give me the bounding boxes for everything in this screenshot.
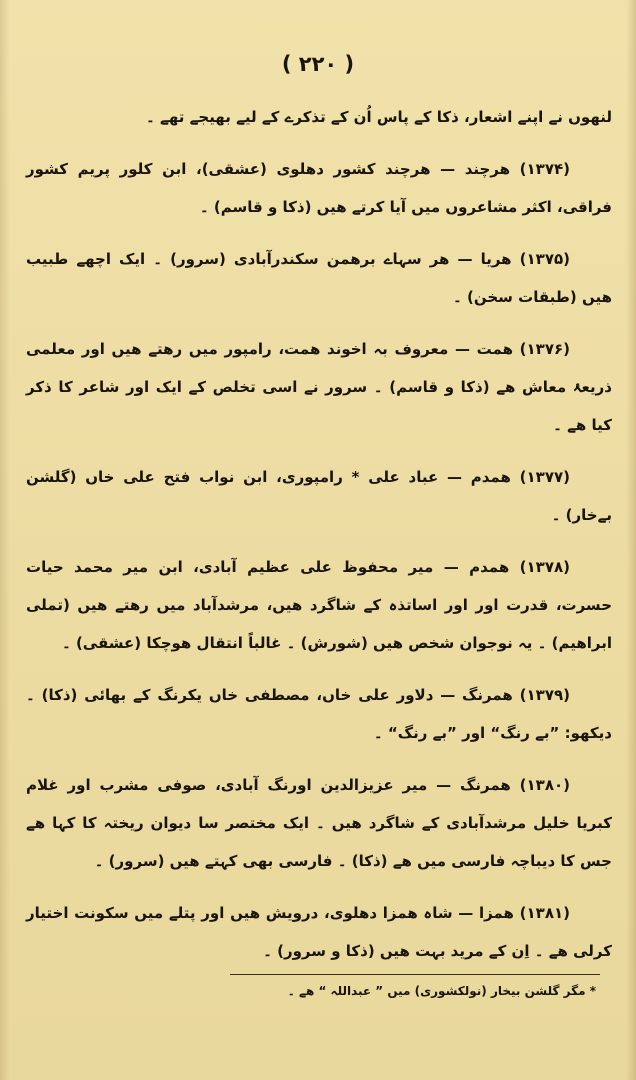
page-edge-left: [0, 0, 10, 1080]
entry-1375: (۱۳۷۵) ھریا — ھر سہاے برھمن سکندرآبادی (سرور) ۔ ایک اچھے طبیب ھیں (طبقات سخن) ۔: [26, 250, 612, 306]
footnote: * مگر گلشن بیخار (نولکشوری) میں ” عبداللہ “ ھے ۔: [287, 984, 596, 998]
entry-1376: (۱۳۷۶) ھمت — معروف بہ اخوند ھمت، رامپور میں رھتے ھیں اور معلمی ذریعۂ معاش ھے (ذکا و قاسم) ۔ سرور نے اسی تخلص کے ایک اور شاعر کا ذکر کیا ھے ۔: [26, 340, 612, 434]
entry-1377: (۱۳۷۷) ھمدم — عباد علی * رامپوری، ابن نواب فتح علی خاں (گلشن بےخار) ۔: [26, 468, 612, 524]
page-edge-right: [626, 0, 636, 1080]
entry-1379: (۱۳۷۹) ھمرنگ — دلاور علی خاں، مصطفی خاں یکرنگ کے بھائی (ذکا) ۔ دیکھو: ”بے رنگ“ اور ”بے رنگ“ ۔: [26, 686, 612, 742]
entry-1378: (۱۳۷۸) ھمدم — میر محفوظ علی عظیم آبادی، ابن میر محمد حیات حسرت، قدرت اور اور اساتذہ کے شاگرد ھیں، مرشدآباد میں رھتے ھیں (تملی ابراھیم) ۔ یہ نوجوان شخص ھیں (شورش) ۔ غالباً انتقال ھوچکا (عشقی) ۔: [26, 558, 612, 652]
entry-continuation: لنھوں نے اپنے اشعار، ذکا کے پاس اُن کے تذکرے کے لیے بھیجے تھے ۔: [146, 108, 612, 126]
page-number: ( ۲۲۰ ): [281, 52, 355, 76]
footnote-divider: [230, 974, 600, 975]
entry-1381: (۱۳۸۱) ھمزا — شاہ ھمزا دھلوی، درویش ھیں اور پتلے میں سکونت اختیار کرلی ھے ۔ اِن کے مرید بہت ھیں (ذکا و سرور) ۔: [26, 904, 612, 960]
page-body: [26, 98, 612, 984]
entry-1374: (۱۳۷۴) ھرچند — ھرچند کشور دھلوی (عشقی)، ابن کلور پریم کشور فراقی، اکثر مشاعروں میں آیا کرتے ھیں (ذکا و قاسم) ۔: [26, 160, 612, 216]
entry-1380: (۱۳۸۰) ھمرنگ — میر عزیزالدین اورنگ آبادی، صوفی مشرب اور غلام کبریا خلیل مرشدآبادی کے شاگرد ھیں ۔ ایک مختصر سا دیوان ریختہ کا کہا ھے جس کا دیباچہ فارسی میں ھے (ذکا) ۔ فارسی بھی کہتے ھیں (سرور) ۔: [26, 776, 612, 870]
